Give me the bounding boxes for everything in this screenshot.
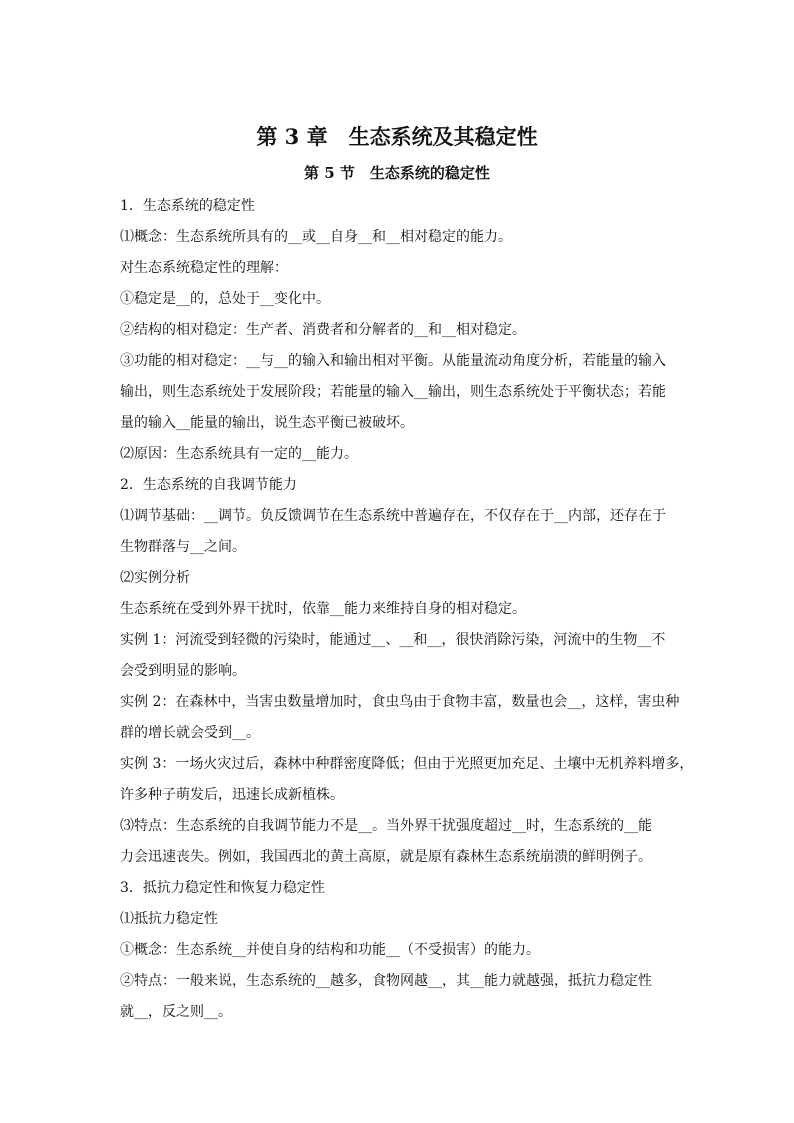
text-line: 实例 1：河流受到轻微的污染时，能通过__、__和__，很快消除污染，河流中的生物__不: [120, 632, 666, 648]
text-line: 力会迅速丧失。例如，我国西北的黄土高原，就是原有森林生态系统崩溃的鲜明例子。: [120, 849, 652, 865]
text-line: 许多种子萌发后，迅速长成新植株。: [120, 787, 344, 803]
text-line: ①概念：生态系统__并使自身的结构和功能__（不受损害）的能力。: [120, 942, 540, 958]
text-line: 生态系统在受到外界干扰时，依靠__能力来维持自身的相对稳定。: [120, 601, 526, 617]
text-line: ①稳定是__的，总处于__变化中。: [120, 291, 330, 307]
text-line: 生物群落与__之间。: [120, 539, 246, 555]
heading-3: 3．抵抗力稳定性和恢复力稳定性: [120, 880, 325, 896]
text-line: 输出，则生态系统处于发展阶段；若能量的输入__输出，则生态系统处于平衡状态；若能: [120, 384, 666, 400]
text-line: 实例 3：一场火灾过后，森林中种群密度降低；但由于光照更加充足、土壤中无机养料增多，: [120, 756, 694, 772]
text-line: ⑴调节基础：__调节。负反馈调节在生态系统中普遍存在，不仅存在于__内部，还存在于: [120, 508, 666, 524]
text-line: 群的增长就会受到__。: [120, 725, 260, 741]
chapter-title: 第 3 章 生态系统及其稳定性: [256, 124, 538, 149]
text-line: 会受到明显的影响。: [120, 663, 246, 679]
heading-2: 2．生态系统的自我调节能力: [120, 477, 297, 493]
text-line: ⑵原因：生态系统具有一定的__能力。: [120, 446, 358, 462]
document-body: [120, 191, 694, 1028]
text-line: ⑶特点：生态系统的自我调节能力不是__。当外界干扰强度超过__时，生态系统的__能: [120, 818, 652, 834]
text-line: ②结构的相对稳定：生产者、消费者和分解者的__和__相对稳定。: [120, 322, 526, 338]
text-line: 量的输入__能量的输出，说生态平衡已被破坏。: [120, 415, 414, 431]
text-line: ②特点：一般来说，生态系统的__越多，食物网越__，其__能力就越强，抵抗力稳定性: [120, 973, 652, 989]
text-line: 就__，反之则__。: [120, 1004, 232, 1020]
text-line: ③功能的相对稳定：__与__的输入和输出相对平衡。从能量流动角度分析，若能量的输入: [120, 353, 666, 369]
text-line: 对生态系统稳定性的理解：: [120, 260, 288, 276]
text-line: ⑴抵抗力稳定性: [120, 911, 218, 927]
text-line: ⑴概念：生态系统所具有的__或__自身__和__相对稳定的能力。: [120, 229, 512, 245]
text-line: ⑵实例分析: [120, 570, 190, 586]
section-title: 第 5 节 生态系统的稳定性: [304, 164, 490, 182]
text-line: 实例 2：在森林中，当害虫数量增加时，食虫鸟由于食物丰富，数量也会__，这样，害虫种: [120, 694, 680, 710]
heading-1: 1．生态系统的稳定性: [120, 198, 255, 214]
